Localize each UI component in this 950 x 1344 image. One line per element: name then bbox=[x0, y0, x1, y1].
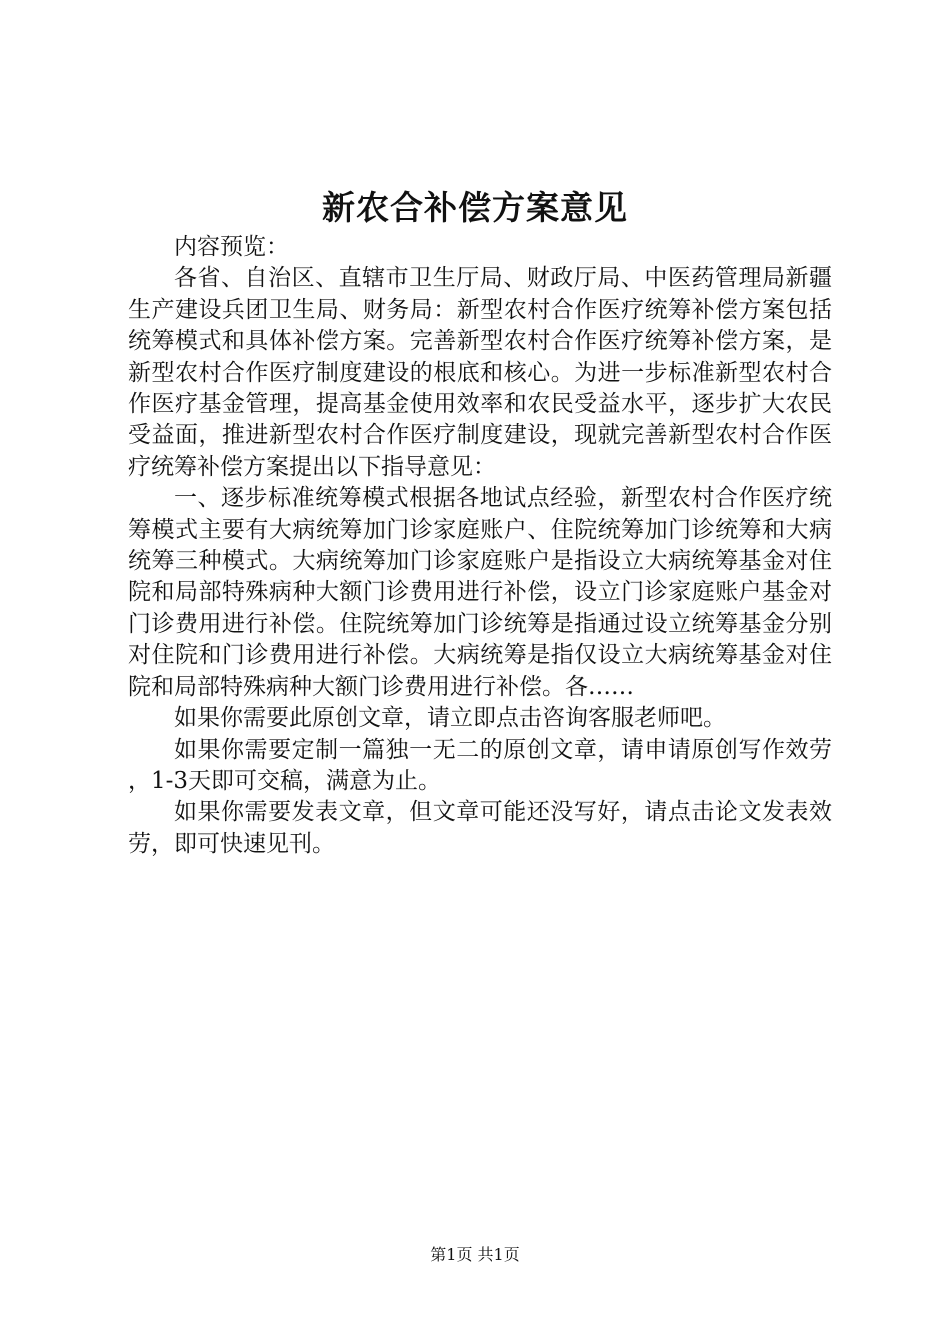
document-title: 新农合补偿方案意见 bbox=[322, 188, 628, 227]
preview-label: 内容预览： bbox=[174, 234, 289, 260]
paragraph-custom-writing: 如果你需要定制一篇独一无二的原创文章，请申请原创写作效劳，1-3天即可交稿，满意为止。 bbox=[128, 736, 832, 794]
page-footer: 第1页 共1页 bbox=[430, 1245, 520, 1264]
paragraph-publish-service: 如果你需要发表文章，但文章可能还没写好，请点击论文发表效劳，即可快速见刊。 bbox=[128, 799, 832, 857]
document-body bbox=[128, 232, 832, 860]
paragraph-intro: 各省、自治区、直辖市卫生厅局、财政厅局、中医药管理局新疆生产建设兵团卫生局、财务局：新型农村合作医疗统筹补偿方案包括统筹模式和具体补偿方案。完善新型农村合作医疗统筹补偿方案，是新型农村合作医疗制度建设的根底和核心。为进一步标准新型农村合作医疗基金管理，提高基金使用效率和农民受益水平，逐步扩大农民受益面，推进新型农村合作医疗制度建设，现就完善新型农村合作医疗统筹补偿方案提出以下指导意见： bbox=[128, 265, 832, 480]
paragraph-consult-link: 如果你需要此原创文章，请立即点击咨询客服老师吧。 bbox=[174, 705, 726, 732]
paragraph-section-one: 一、逐步标准统筹模式根据各地试点经验，新型农村合作医疗统筹模式主要有大病统筹加门诊家庭账户、住院统筹加门诊统筹和大病统筹三种模式。大病统筹加门诊家庭账户是指设立大病统筹基金对住院和局部特殊病种大额门诊费用进行补偿，设立门诊家庭账户基金对门诊费用进行补偿。住院统筹加门诊统筹是指通过设立统筹基金分别对住院和门诊费用进行补偿。大病统筹是指仅设立大病统筹基金对住院和局部特殊病种大额门诊费用进行补偿。各…… bbox=[128, 485, 832, 700]
